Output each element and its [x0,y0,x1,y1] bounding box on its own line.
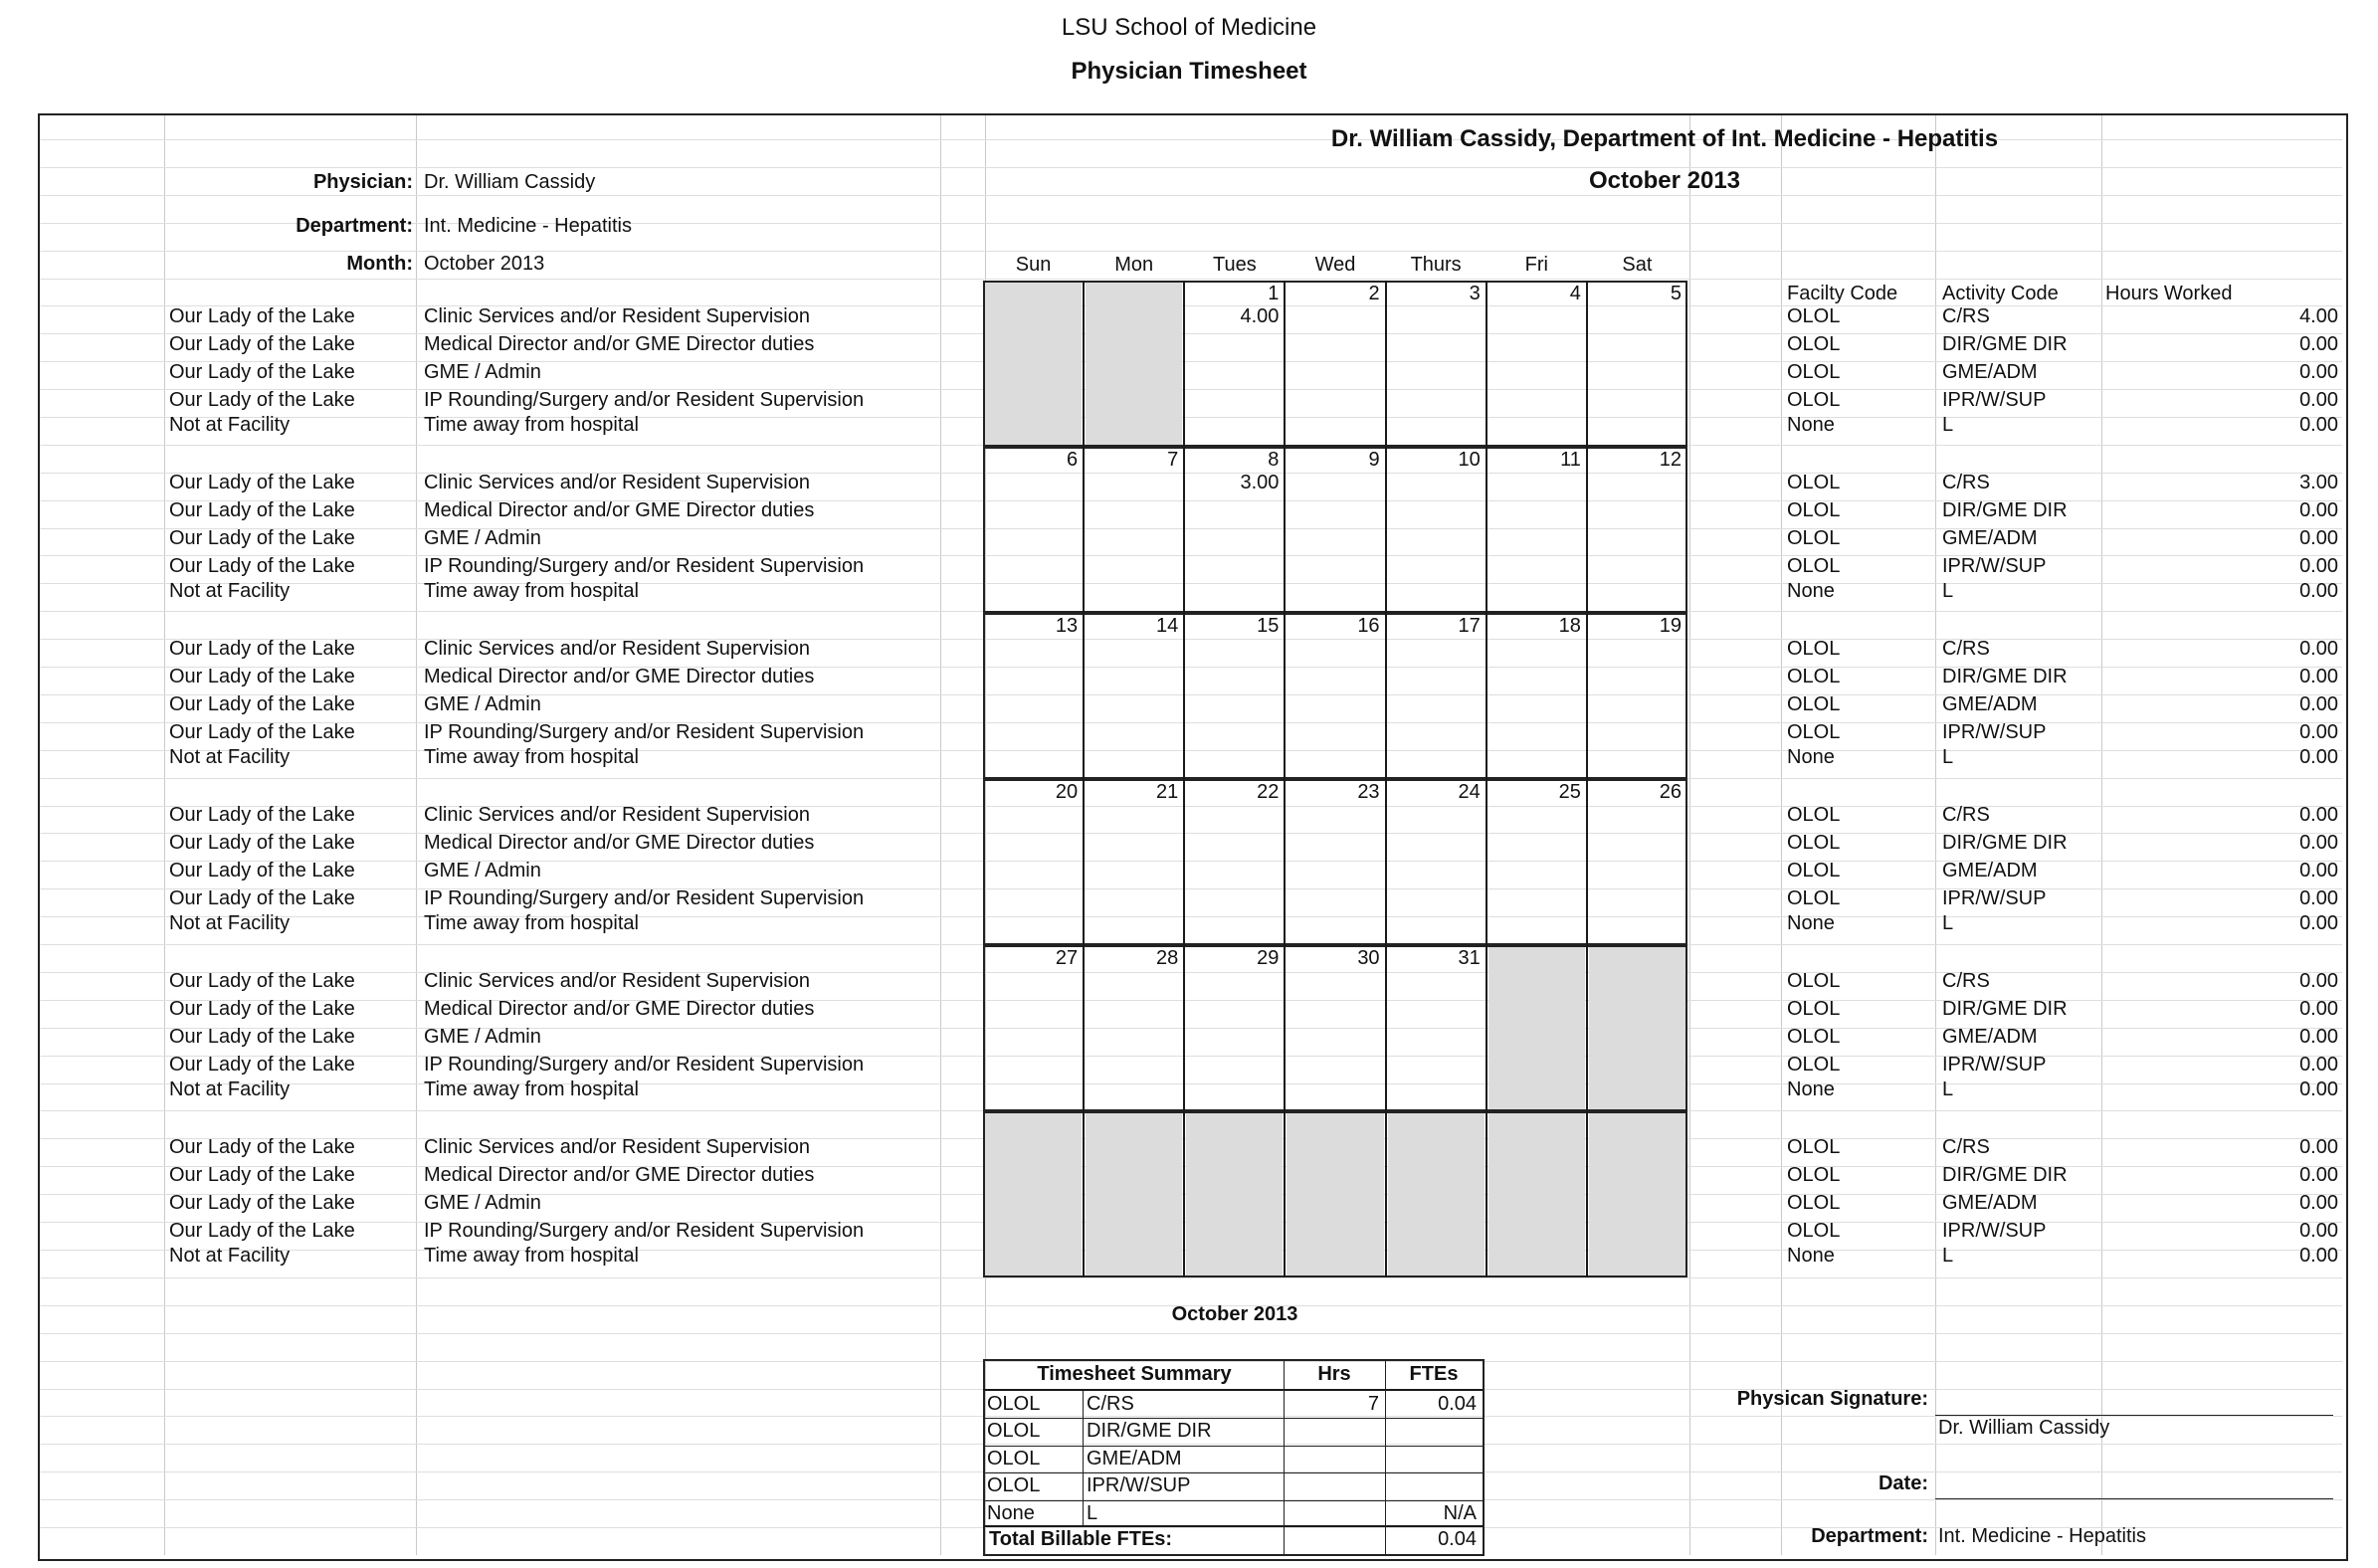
facility-name: Our Lady of the Lake [169,1054,355,1076]
summary-code: L [1087,1502,1098,1524]
activity-code: DIR/GME DIR [1942,666,2068,687]
activity-description: IP Rounding/Surgery and/or Resident Supervision [424,1220,865,1242]
summary-hrs-header: Hrs [1317,1363,1351,1385]
facility-code: OLOL [1787,1164,1841,1186]
calendar-date: 15 [1257,615,1280,637]
facility-code: OLOL [1787,305,1841,327]
facility-name: Not at Facility [169,746,291,768]
calendar-date: 27 [1055,947,1079,969]
calendar-week-box [983,1111,1687,1277]
hours-worked-total: 0.00 [2299,361,2338,383]
physician-label: Physician: [312,171,413,193]
hours-worked-total: 0.00 [2299,721,2338,743]
facility-name: Our Lady of the Lake [169,333,355,355]
hours-worked-total: 0.00 [2299,912,2338,934]
activity-code: IPR/W/SUP [1942,887,2047,909]
hours-worked-total: 0.00 [2299,333,2338,355]
calendar-date: 8 [1268,449,1280,471]
activity-code: IPR/W/SUP [1942,555,2047,577]
facility-name: Our Lady of the Lake [169,305,355,327]
activity-code: C/RS [1942,305,1990,327]
calendar-date: 12 [1659,449,1682,471]
calendar-date: 28 [1156,947,1179,969]
activity-code: GME/ADM [1942,527,2038,549]
hours-worked-total: 0.00 [2299,998,2338,1020]
month-value: October 2013 [424,253,545,275]
activity-code: DIR/GME DIR [1942,1164,2068,1186]
calendar-week-box [983,613,1687,779]
facility-name: Not at Facility [169,912,291,934]
total-billable-value: 0.04 [1438,1528,1477,1550]
facility-code: OLOL [1787,1192,1841,1214]
activity-description: Clinic Services and/or Resident Supervision [424,472,810,493]
activity-code: DIR/GME DIR [1942,499,2068,521]
facility-code: OLOL [1787,361,1841,383]
hours-worked-total: 0.00 [2299,1026,2338,1048]
facility-code: OLOL [1787,527,1841,549]
activity-code: IPR/W/SUP [1942,721,2047,743]
hours-worked-total: 0.00 [2299,1078,2338,1100]
calendar-date: 18 [1558,615,1581,637]
calendar-date: 22 [1257,781,1280,803]
facility-code: OLOL [1787,998,1841,1020]
activity-description: Clinic Services and/or Resident Supervision [424,638,810,660]
summary-facility: OLOL [987,1474,1041,1496]
calendar-date: 29 [1257,947,1280,969]
calendar-date: 5 [1670,283,1682,304]
hours-worked-total: 0.00 [2299,499,2338,521]
facility-name: Our Lady of the Lake [169,638,355,660]
activity-description: Medical Director and/or GME Director duties [424,666,815,687]
weekday-wed: Wed [1314,254,1356,276]
activity-code: L [1942,912,1954,934]
facility-name: Not at Facility [169,414,291,436]
activity-code: L [1942,580,1954,602]
total-billable-label: Total Billable FTEs: [989,1528,1173,1550]
activity-description: IP Rounding/Surgery and/or Resident Supervision [424,721,865,743]
signature-department-value: Int. Medicine - Hepatitis [1938,1525,2146,1547]
hours-worked-total: 0.00 [2299,832,2338,854]
weekday-fri: Fri [1524,254,1548,276]
hours-worked-total: 0.00 [2299,580,2338,602]
physician-value: Dr. William Cassidy [424,171,596,193]
hours-worked-total: 0.00 [2299,666,2338,687]
activity-description: GME / Admin [424,1026,541,1048]
facility-name: Our Lady of the Lake [169,472,355,493]
hours-worked-total: 0.00 [2299,1164,2338,1186]
activity-code: GME/ADM [1942,361,2038,383]
activity-description: Time away from hospital [424,912,639,934]
activity-code: C/RS [1942,804,1990,826]
calendar-hours-entry[interactable]: 3.00 [1240,472,1280,493]
hours-worked-total: 0.00 [2299,746,2338,768]
summary-title: Timesheet Summary [1037,1363,1232,1385]
facility-code: OLOL [1787,693,1841,715]
calendar-date: 1 [1268,283,1280,304]
calendar-date: 30 [1357,947,1380,969]
facility-code: OLOL [1787,555,1841,577]
department-value: Int. Medicine - Hepatitis [424,215,632,237]
facility-code: OLOL [1787,1054,1841,1076]
facility-code: OLOL [1787,1136,1841,1158]
calendar-date: 26 [1659,781,1682,803]
activity-code: GME/ADM [1942,693,2038,715]
facility-name: Our Lady of the Lake [169,1026,355,1048]
activity-code: DIR/GME DIR [1942,998,2068,1020]
facility-name: Our Lady of the Lake [169,1192,355,1214]
activity-code: L [1942,1245,1954,1267]
activity-description: Time away from hospital [424,1078,639,1100]
facility-name: Our Lady of the Lake [169,832,355,854]
facility-name: Our Lady of the Lake [169,998,355,1020]
hours-worked-header: Hours Worked [2105,283,2233,304]
school-title: LSU School of Medicine [1061,14,1317,41]
calendar-date: 21 [1156,781,1179,803]
facility-code: None [1787,1078,1835,1100]
activity-code: L [1942,746,1954,768]
calendar-date: 24 [1458,781,1481,803]
physician-banner: Dr. William Cassidy, Department of Int. Medicine - Hepatitis [1330,125,1999,152]
facility-name: Our Lady of the Lake [169,970,355,992]
hours-worked-total: 0.00 [2299,638,2338,660]
facility-code: OLOL [1787,666,1841,687]
facility-name: Our Lady of the Lake [169,666,355,687]
hours-worked-total: 0.00 [2299,1054,2338,1076]
facility-code: OLOL [1787,333,1841,355]
activity-description: IP Rounding/Surgery and/or Resident Supervision [424,887,865,909]
calendar-date: 13 [1055,615,1079,637]
facility-name: Our Lady of the Lake [169,860,355,882]
document-title: Physician Timesheet [1071,58,1307,85]
summary-facility: OLOL [987,1393,1041,1415]
activity-description: GME / Admin [424,361,541,383]
hours-worked-total: 4.00 [2299,305,2338,327]
hours-worked-total: 0.00 [2299,414,2338,436]
facility-code: OLOL [1787,638,1841,660]
hours-worked-total: 0.00 [2299,389,2338,411]
signature-department-label: Department: [1811,1525,1928,1547]
facility-code: OLOL [1787,499,1841,521]
summary-ftes: 0.04 [1438,1393,1477,1415]
facility-name: Our Lady of the Lake [169,1164,355,1186]
calendar-date: 16 [1357,615,1380,637]
hours-worked-total: 0.00 [2299,1136,2338,1158]
summary-ftes-header: FTEs [1409,1363,1459,1385]
calendar-footer-month: October 2013 [1171,1303,1298,1325]
summary-facility: None [987,1502,1035,1524]
calendar-date: 2 [1368,283,1380,304]
facility-code: None [1787,746,1835,768]
hours-worked-total: 0.00 [2299,860,2338,882]
activity-description: IP Rounding/Surgery and/or Resident Supervision [424,1054,865,1076]
calendar-date: 4 [1569,283,1581,304]
month-label: Month: [346,253,413,275]
activity-code: C/RS [1942,1136,1990,1158]
activity-description: Clinic Services and/or Resident Supervision [424,970,810,992]
activity-description: GME / Admin [424,860,541,882]
activity-description: Time away from hospital [424,1245,639,1267]
hours-worked-total: 0.00 [2299,887,2338,909]
date-label: Date: [1878,1472,1928,1494]
activity-code: DIR/GME DIR [1942,333,2068,355]
weekday-sat: Sat [1622,254,1653,276]
calendar-date: 3 [1469,283,1481,304]
hours-worked-total: 0.00 [2299,1245,2338,1267]
calendar-date: 17 [1458,615,1481,637]
month-title: October 2013 [1588,167,1741,194]
summary-facility: OLOL [987,1448,1041,1470]
calendar-date: 25 [1558,781,1581,803]
facility-name: Not at Facility [169,1078,291,1100]
weekday-thurs: Thurs [1410,254,1462,276]
activity-description: Medical Director and/or GME Director duties [424,1164,815,1186]
facility-name: Our Lady of the Lake [169,361,355,383]
facility-code-header: Facilty Code [1787,283,1898,304]
calendar-date: 6 [1067,449,1079,471]
hours-worked-total: 0.00 [2299,804,2338,826]
activity-description: Clinic Services and/or Resident Supervision [424,804,810,826]
calendar-date: 19 [1659,615,1682,637]
activity-description: Time away from hospital [424,746,639,768]
facility-code: None [1787,912,1835,934]
calendar-date: 11 [1560,449,1581,471]
facility-code: OLOL [1787,472,1841,493]
activity-code: GME/ADM [1942,1026,2038,1048]
activity-code: IPR/W/SUP [1942,389,2047,411]
activity-description: GME / Admin [424,1192,541,1214]
summary-code: C/RS [1087,1393,1134,1415]
facility-code: OLOL [1787,721,1841,743]
department-label: Department: [296,215,413,237]
activity-code: GME/ADM [1942,860,2038,882]
facility-code: OLOL [1787,832,1841,854]
facility-code: OLOL [1787,860,1841,882]
activity-description: Medical Director and/or GME Director duties [424,832,815,854]
activity-description: Time away from hospital [424,414,639,436]
activity-description: GME / Admin [424,527,541,549]
summary-code: DIR/GME DIR [1087,1420,1212,1442]
activity-description: IP Rounding/Surgery and/or Resident Supervision [424,389,865,411]
signature-value: Dr. William Cassidy [1938,1417,2110,1439]
facility-code: OLOL [1787,389,1841,411]
hours-worked-total: 0.00 [2299,555,2338,577]
activity-description: GME / Admin [424,693,541,715]
facility-name: Our Lady of the Lake [169,1136,355,1158]
weekday-tues: Tues [1212,254,1257,276]
facility-name: Our Lady of the Lake [169,693,355,715]
signature-label: Physican Signature: [1736,1388,1928,1410]
activity-code: C/RS [1942,638,1990,660]
hours-worked-total: 0.00 [2299,970,2338,992]
calendar-date: 9 [1368,449,1380,471]
facility-name: Our Lady of the Lake [169,389,355,411]
weekday-sun: Sun [1015,254,1052,276]
summary-code: IPR/W/SUP [1087,1474,1191,1496]
facility-name: Not at Facility [169,1245,291,1267]
facility-code: OLOL [1787,970,1841,992]
facility-code: OLOL [1787,1220,1841,1242]
calendar-date: 20 [1055,781,1079,803]
activity-code: GME/ADM [1942,1192,2038,1214]
calendar-date: 31 [1458,947,1481,969]
activity-description: Time away from hospital [424,580,639,602]
activity-description: Clinic Services and/or Resident Supervision [424,305,810,327]
facility-code: OLOL [1787,1026,1841,1048]
facility-code: None [1787,1245,1835,1267]
activity-code: C/RS [1942,472,1990,493]
summary-hrs: 7 [1367,1393,1379,1415]
activity-code: L [1942,1078,1954,1100]
activity-description: Medical Director and/or GME Director duties [424,998,815,1020]
facility-name: Our Lady of the Lake [169,887,355,909]
activity-code: C/RS [1942,970,1990,992]
calendar-week-box [983,779,1687,945]
facility-name: Our Lady of the Lake [169,721,355,743]
hours-worked-total: 0.00 [2299,1220,2338,1242]
calendar-week-box [983,281,1687,447]
calendar-week-box [983,447,1687,613]
facility-code: OLOL [1787,804,1841,826]
facility-name: Our Lady of the Lake [169,499,355,521]
activity-code-header: Activity Code [1942,283,2059,304]
activity-code: L [1942,414,1954,436]
summary-ftes: N/A [1443,1502,1477,1524]
hours-worked-total: 0.00 [2299,1192,2338,1214]
summary-code: GME/ADM [1087,1448,1182,1470]
calendar-date: 23 [1357,781,1380,803]
facility-code: None [1787,414,1835,436]
activity-description: Medical Director and/or GME Director duties [424,333,815,355]
facility-name: Not at Facility [169,580,291,602]
activity-code: IPR/W/SUP [1942,1220,2047,1242]
calendar-hours-entry[interactable]: 4.00 [1240,305,1280,327]
activity-description: Medical Director and/or GME Director duties [424,499,815,521]
facility-code: OLOL [1787,887,1841,909]
hours-worked-total: 0.00 [2299,527,2338,549]
facility-name: Our Lady of the Lake [169,1220,355,1242]
weekday-mon: Mon [1114,254,1154,276]
activity-code: IPR/W/SUP [1942,1054,2047,1076]
facility-name: Our Lady of the Lake [169,804,355,826]
hours-worked-total: 0.00 [2299,693,2338,715]
facility-code: None [1787,580,1835,602]
facility-name: Our Lady of the Lake [169,555,355,577]
activity-description: IP Rounding/Surgery and/or Resident Supervision [424,555,865,577]
calendar-week-box [983,945,1687,1111]
activity-code: DIR/GME DIR [1942,832,2068,854]
calendar-date: 7 [1167,449,1179,471]
calendar-date: 10 [1458,449,1481,471]
activity-description: Clinic Services and/or Resident Supervision [424,1136,810,1158]
summary-facility: OLOL [987,1420,1041,1442]
facility-name: Our Lady of the Lake [169,527,355,549]
calendar-date: 14 [1156,615,1179,637]
hours-worked-total: 3.00 [2299,472,2338,493]
